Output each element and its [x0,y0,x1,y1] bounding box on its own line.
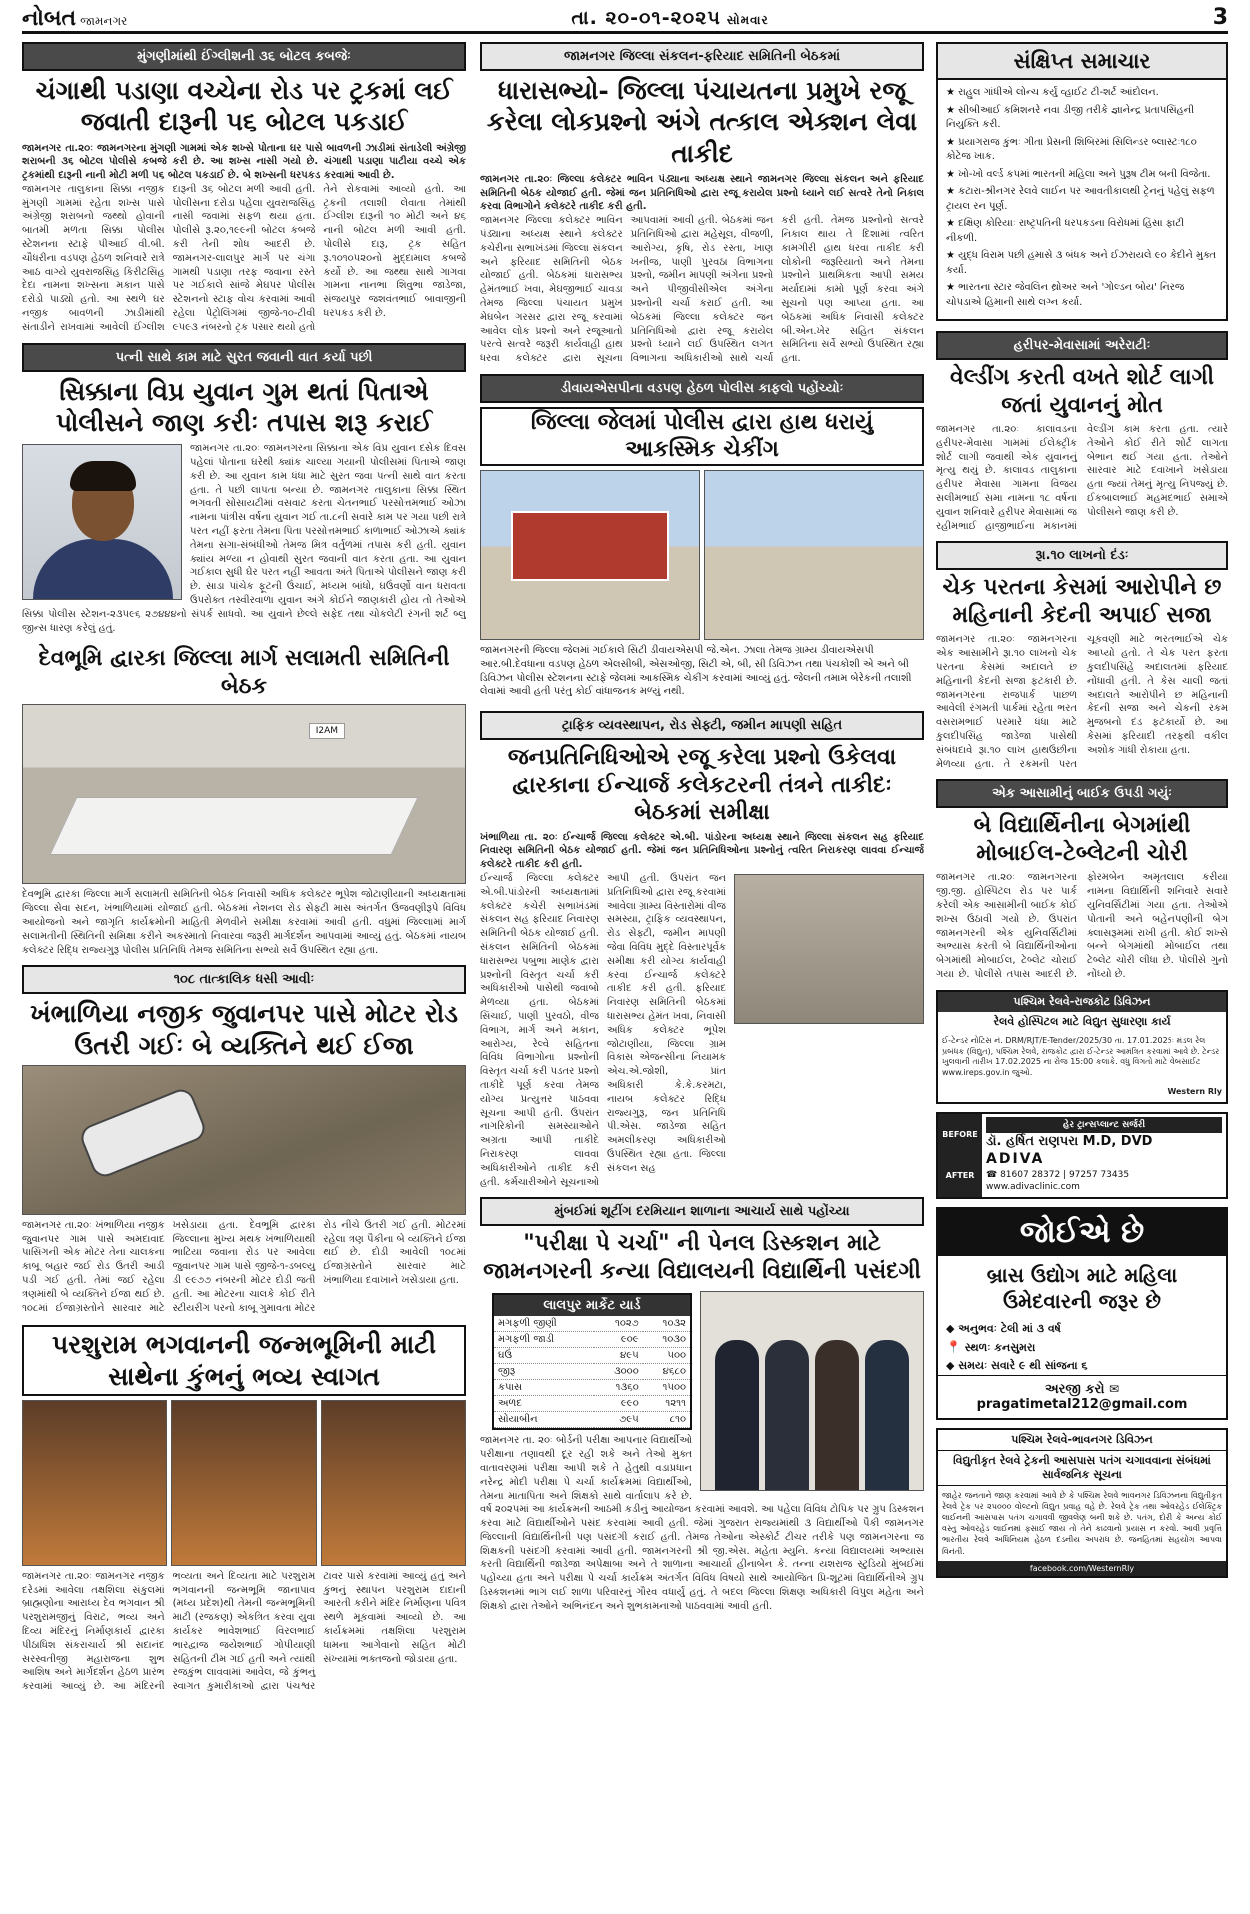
article-jail-checking [480,374,924,703]
article-body: જામનગર તા. ૨૦ઃ બોર્ડની પરીક્ષા આપનાર વિદ્યાર્થીઓ પરીક્ષાના તણાવથી દૂર રહી શકે અને તેઓ મુક્ત વાતાવરણમાં પરીક્ષા આપી શકે તે હેતુથી વડાપ્રધાન નરેન્દ્ર મોદી પરીક્ષા પે ચર્ચા કાર્યક્રમમાં વિદ્યાર્થીઓ, તેમના માતાપિતા અને શિક્ષકો સાથે વાર્તાલાપ કરે છે. વર્ષ ૨૦૨૫માં આ કાર્યક્રમની આઠમી કડીનું આયોજન કરવામાં આવશે. આ પહેલા વિવિધ ટોપિક પર ગ્રુપ ડિસ્કશન કરવા માટે વિદ્યાર્થીઓને પસંદ કરવામાં આવી હતી. જેમાં ગુજરાત રાજ્યમાંથી ૩ વિદ્યાર્થીઓ પૈકી જામનગર જિલ્લાની વિદ્યાર્થિનીની પણ પસંદગી કરાઈ હતી. તેમજ તેઓના એસ્કોર્ટ ટીચર તરીકે પણ જામનગરના જ શિક્ષકની પસંદગી કરવામાં આવી હતી. જામનગરની શ્રી જી.એસ. મહેતા મ્યુનિ. કન્યા વિદ્યાલયમાં અભ્યાસ કરતી વિદ્યાર્થિની જાડેજા અપેક્ષાબા અને તે શાળાના આચાર્યા હીનાબેન કે. તન્ના યશરાજ સ્ટુડિયો મુંબઈમાં પહોંચ્યા હતા અને પરીક્ષા પે ચર્ચા કાર્યક્રમ અંતર્ગત વિવિધ વિષયો સાથે આયોજિત પ્રિ-શૂટમાં વિદ્યાર્થિનીએ ગ્રુપ ડિસ્કશનમાં ભાગ લઈ શાળા પરિવારનું ગૌરવ વધાર્યું હતું. તે બદલ જિલ્લા શિક્ષણ અધિકારી વિપુલ મહેતા અને શિક્ષકો દ્વારા તેઓને અભિનંદન અને શુભકામનાઓ પાઠવવામાં આવી હતી. [480,1435,924,1612]
ad-title: જોઈએ છે [938,1209,1226,1256]
railway-kite-notice [936,1428,1228,1578]
article-kicker: જામનગર જિલ્લા સંકલન-ફરિયાદ સમિતિની બેઠકમાં [480,42,924,71]
article-jamnagar-sankalan [480,42,924,366]
article-kicker: મુંબઈમાં શૂટીંગ દરમિયાન શાળાના આચાર્ય સાથે પહોંચ્યા [480,1197,924,1226]
before-label: BEFORE [942,1129,978,1139]
railway-tender-ad [936,990,1228,1104]
article-kicker: રૂા.૧૦ લાખનો દંડઃ [936,541,1228,570]
market-rates-table [492,1293,692,1430]
article-headline: "પરીક્ષા પે ચર્ચા" ની પેનલ ડિસ્કશન માટે જામનગરની કન્યા વિદ્યાલયની વિદ્યાર્થિની પસંદગી [483,1230,921,1284]
ad-apply-label: અરજી કરો [1044,1381,1105,1397]
students-photo [700,1291,924,1491]
ad-body: જાહેર જનતાને જાણ કરવામાં આવે છે કે પશ્ચિમ રેલવે ભાવનગર ડિવિઝનના વિદ્યુતીકૃત રેલવે ટ્રેક પર ૨૫૦૦૦ વોલ્ટનો વિદ્યુત પ્રવાહ વહે છે. રેલવે ટ્રેક તથા ઓવરહેડ ઈલેક્ટ્રિક લાઈનની આસપાસ પતંગ ચગાવવી જીવલેણ બની શકે છે. પતંગ, દોરી કે અન્ય કોઈ વસ્તુ ઓવરહેડ લાઈનમાં ફસાઈ જાય તો તેને કાઢવાનો પ્રયાસ ન કરવો. આવી પ્રવૃત્તિ ભારતીય રેલવે અધિનિયમ હેઠળ દંડનીય અપરાધ છે. જનહિતમાં સહયોગ આપવા વિનંતી. [942,1490,1222,1556]
job-wanted-ad [936,1207,1228,1420]
doctor-name: ડૉ. હર્ષિત રાણપરા M.D, DVD [986,1133,1153,1149]
article-headline: જિલ્લા જેલમાં પોલીસ દ્વારા હાથ ધરાયું આકસ્મિક ચેકીંગ [480,407,924,466]
article-headline: પરશુરામ ભગવાનની જન્મભૂમિની માટી સાથેના કુંભનું ભવ્ય સ્વાગત [22,1325,466,1396]
article-kicker: ૧૦૮ તાત્કાલિક ધસી આવીઃ [22,965,466,994]
clinic-phone: ☎ 81607 28372 | 97257 73435 [986,1170,1130,1181]
market-title: લાલપુર માર્કેટ યાર્ડ [494,1295,690,1316]
jail-building-photo [480,470,700,640]
article-body: જામનગર તા.૨૦ઃ ખંભાળિયા નજીક જુવાનપર ગામ પાસે અમદાવાદ પાસિંગની એક મોટર તેના ચાલકના કાબૂ બહાર જઈ રોડ ઉતરી આડી પડી ગઈ હતી. તેમાં જઈ રહેલા ત્રણમાંથી બે વ્યક્તિને ઈજા થઈ છે. ૧૦૮માં ઈજાગ્રસ્તોને સારવાર માટે ખસેડાયા હતા. દેવભૂમિ દ્વારકા જિલ્લાના મુખ્ય મથક ખંભાળિયાથી ભાટિયા જવાના રોડ પર આવેલા જુવાનપર ગામ પાસે જીજે-૧-ડબલ્યુ ડી ૯૯૭૭ નંબરની મોટર દોડી જતી હતી. આ મોટરના ચાલકે કોઈ રીતે સ્ટીયરીંગ પરનો કાબૂ ગુમાવતા મોટર રોડ નીચે ઉતરી ગઈ હતી. મોટરમાં રહેલા ત્રણ પૈકીના બે વ્યક્તિને ઈજા થઈ છે. દોડી આવેલી ૧૦૮માં ઈજાગ્રસ્તોને સારવાર માટે ખંભાળિયા દવાખાને ખસેડાયા હતા. [22,1219,466,1314]
article-cheque-case [936,541,1228,771]
article-welding-death [936,331,1228,533]
article-headline: વેલ્ડીંગ કરતી વખતે શોર્ટ લાગી જતાં યુવાનનું મોત [949,364,1214,418]
ad-handle: Western Rly [1167,1086,1222,1096]
hair-transplant-ad [936,1112,1228,1199]
clinic-website: www.adivaclinic.com [986,1182,1080,1193]
article-headline: ખંભાળિયા નજીક જુવાનપર પાસે મોટર રોડ ઉતરી ગઈઃ બે વ્યક્તિને થઈ ઈજા [30,999,458,1060]
email-icon: ✉ [1109,1381,1120,1396]
kumbh-photo-2 [171,1400,316,1566]
column-middle [480,42,924,1622]
briefs-title: સંક્ષિપ્ત સમાચાર [938,44,1226,80]
after-label: AFTER [945,1171,975,1181]
brief-item: ★ ભારતના સ્ટાર જેવલિન થ્રોઅર અને 'ગોલ્ડન બોય' નિરજ ચોપડાએ હિમાની સાથે લગ્ન કર્યા. [946,281,1218,310]
article-body: ઈન્ચાર્જ જિલ્લા કલેક્ટર એ.બી.પાંડોરની અધ્યક્ષતામાં કલેક્ટર કચેરી સભાખંડમાં સંકલન સહ ફરિયાદ નિવારણ સમિતિની બેઠક યોજાઈ હતી. સંકલન સમિતિની બેઠકમાં ધારાસભ્ય પબુભા માણેક દ્વારા પ્રશ્નોની વિસ્તૃત ચર્ચા કરી અધિકારીઓ પાસેથી જવાબો મેળવ્યા હતા. બેઠકમાં સિંચાઈ, પાણી પુરવઠો, વીજ વિભાગ, માર્ગ અને મકાન, આરોગ્ય, રેલ્વે સહિતના વિવિધ વિભાગોના પ્રશ્નોની વિસ્તૃત ચર્ચા કરી પડતર પ્રશ્નો તાકીદે પૂર્ણ કરવા તેમજ યોગ્ય પ્રત્યુત્તર પાઠવવા સૂચના આપી હતી. ઉપરાંત નાગરિકોની સમસ્યાઓને અગ્રતા આપી તાકીદે નિરાકરણ લાવવા અધિકારીઓને તાકીદ કરી હતી. કર્મચારીઓને સૂચનાઓ આપી હતી. ઉપરાંત જન પ્રતિનિધિઓ દ્વારા રજૂ કરવામાં આવેલા ગ્રામ્ય વિસ્તારોમાં વીજ સમસ્યા, ટ્રાફિક વ્યવસ્થાપન, રોડ સેફ્ટી, જમીન માપણી જેવા વિવિધ મુદ્દે વિસ્તારપૂર્વક સમીક્ષા કરી યોગ્ય કાર્યવાહી કરવા ઈન્ચાર્જ કલેક્ટરે તાકીદ કરી હતી. ફરિયાદ નિવારણ સમિતિની બેઠકમાં ધારાસભ્ય હેમંત ખવા, નિવાસી અધિક કલેક્ટર ભૂપેશ જોટાણીયા, જિલ્લા ગ્રામ વિકાસ એજન્સીના નિયામક એચ.એ.જોશી, પ્રાંત અધિકારી કે.કે.કરમટા, નાયબ કલેક્ટર રિદ્ધિ રાજ્યગુરૂ, જન પ્રતિનિધિ પી.એસ. જાડેજા સહિત અમલીકરણ અધિકારીઓ ઉપસ્થિત રહ્યા હતા. જિલ્લા સંકલન સહ [480,872,726,1188]
brief-item: ★ ખો-ખો વર્લ્ડ કપમાં ભારતની મહિલા અને પુરૂષ ટીમ બની વિજેતા. [946,168,1218,183]
meeting-photo [22,704,466,884]
article-parshuram-kumbh [22,1323,466,1694]
table-row: મગફળી જાડી ૯૦૯ ૧૦૩૦ [494,1332,690,1348]
table-row: જીરૂ ૩૦૦૦ ૪૬૮૦ [494,1364,690,1380]
ad-location: સ્થળઃ કનસુમરા [964,1340,1036,1354]
article-pariksha-pe-charcha [480,1197,924,1613]
ad-experience: ◆ અનુભવઃ ટેલી માં ૩ વર્ષ [946,1321,1061,1335]
article-body: જામનગર તા.૨૦ઃ જામનગરના સિક્કાના એક વિપ્ર યુવાન દસેક દિવસ પહેલાં પોતાના ઘરેથી ક્યાંક ચાલ્યા ગયાની પોલીસમાં પિતાએ જાણ કરી છે. આ યુવાન કામ ધંધા માટે સુરત જવા પત્ની સાથે વાત કરતા હતા. તે પછી લાપતા બન્યા છે. જામનગર તાલુકાના સિક્કા સ્થિત ભગવતી સોસાયટીમાં વસવાટ કરતા ચેતનભાઈ પરસોત્તમભાઈ ઓઝા નામના પાંત્રીસ વર્ષના યુવાન ગઈ તા.૮ની સવારે કામ પર ગયા પછી રાત્રે પરત નહીં ફરતા તેમના પિતા પરસોત્તમભાઈ કાળાભાઈ ઓઝાએ ક્યાંક તેમના સગા-સંબંધીઓ તેમજ મિત્ર વર્તુળમાં તપાસ કરી હતી. યુવાન ક્યાંય મળ્યા ન હોવાથી સુરત જવાની વાત કરતા હતા. આ યુવાન ગઈકાલ સુધી ઘેર પરત નહીં આવતા અંતે પિતાએ પોલીસને જાણ કરી છે. સાડા પાંચેક ફૂટની ઉંચાઈ, મધ્યમ બાંધો, ઘઉંવર્ણો વાન ધરાવતા ઉપરોક્ત તસ્વીરવાળા યુવાન અંગે કોઈને જાણકારી હોય તો તેઓએ સિક્કા પોલીસ સ્ટેશન-૨૩૫૯૬ ૨૭૪૪૪નો સંપર્ક સાધવો. આ યુવાને છેલ્લે સફેદ તથા ચોકલેટી રંગની શર્ટ બ્લુ જીન્સ ધારણ કરેલું હતું. [22,443,466,634]
ad-title: પશ્ચિમ રેલવે-રાજકોટ ડિવિઝન [938,992,1226,1012]
ad-timing: ◆ સમયઃ સવારે ૯ થી સાંજના ૬ [946,1358,1088,1372]
location-pin-icon: 📍 [946,1339,961,1354]
brief-item: ★ દક્ષિણ કોરિયાઃ રાષ્ટ્રપતિની ધરપકડના વિરોધમાં હિંસા ફાટી નીકળી. [946,217,1218,246]
article-kicker: એક આસામીનું બાઈક ઉપડી ગયુંઃ [936,779,1228,808]
article-car-accident [22,965,466,1315]
article-headline: બે વિદ્યાર્થિનીના બેગમાંથી મોબાઈલ-ટેબ્લેટની ચોરી [973,812,1191,866]
article-body: જામનગર જિલ્લા કલેક્ટર ભાવિન પંડ્યાના અધ્યક્ષ સ્થાને કલેક્ટર કચેરીના સભાખંડમાં જિલ્લા સંકલન અને ફરિયાદ સમિતિની બેઠક યોજાઈ હતી. બેઠકમાં ધારાસભ્ય હેમંતભાઈ ખવા, મેઘજીભાઈ ચાવડા તેમજ જિલ્લા પંચાયત પ્રમુખ મેઘબેન ગરસર દ્વારા રજૂ કરવામાં આવેલ લોક પ્રશ્નો અને રજૂઆતો પરત્વે સત્વરે જરૂરી કાર્યવાહી હાથ ધરવા કલેક્ટર દ્વારા સૂચના આપવામાં આવી હતી. બેઠકમાં જન પ્રતિનિધિઓ દ્વારા મહેસૂલ, વીજળી, આરોગ્ય, કૃષિ, રોડ રસ્તા, ખાણ ખનીજ, પાણી પુરવઠા વિભાગના પ્રશ્નો, જમીન માપણી અંગેના પ્રશ્નો અને પીજીવીસીએલ અંગેના પ્રશ્નોની ચર્ચા કરાઈ હતી. આ બેઠકમાં જિલ્લા કલેક્ટર જન પ્રતિનિધિઓ દ્વારા રજૂ કરાયેલ પ્રશ્નો ધ્યાને લઈ ઉપસ્થિત લગત વિભાગના અધિકારીઓ સાથે ચર્ચા કરી હતી. તેમજ પ્રશ્નોનો સત્વરે નિકાલ થાય તે દિશામાં ત્વરિત કામગીરી હાથ ધરવા તાકીદ કરી લોકોની જરૂરિયાતો અને તેમના પ્રશ્નોને પ્રાથમિકતા આપી સમય મર્યાદામાં કામો પૂર્ણ કરવા અંગે સૂચનો પણ આપ્યા હતા. આ બેઠકમાં અધિક નિવાસી કલેક્ટર બી.એન.ખેર સહિત સંકલન સમિતિના સર્વે સભ્યો ઉપસ્થિત રહ્યા હતા. [480,215,924,365]
ad-email: pragatimetal212@gmail.com [976,1396,1188,1412]
issue-date: તા. ૨૦-૦૧-૨૦૨૫ સોમવાર [571,6,769,29]
dwarka-meeting-photo [734,874,924,1024]
article-lead: ખંભાળિયા તા. ૨૦ઃ ઈન્ચાર્જ જિલ્લા કલેક્ટર એ.બી. પાંડોરના અધ્યક્ષ સ્થાને જિલ્લા સંકલન સહ ફરિયાદ નિવારણ સમિતિની બેઠક યોજાઈ હતી. જેમાં જન પ્રતિનિધિઓના પ્રશ્નોનું ત્વરિત નિરાકરણ લાવવા ઈન્ચાર્જ કલેક્ટરે તાકીદ કરી હતી. [480,831,924,871]
article-road-safety-meeting [22,643,466,957]
ad-footer: facebook.com/WesternRly [938,1561,1226,1576]
ad-title: પશ્ચિમ રેલવે-ભાવનગર ડિવિઝન [938,1430,1226,1451]
brief-item: ★ રાહુલ ગાંધીએ લોન્ચ કર્યું વ્હાઈટ ટી-શર્ટ આંદોલન. [946,86,1218,101]
brief-item: ★ સીબીઆઈ કમિશનરે નવા ડીજી તરીકે જ્ઞાનેન્દ્ર પ્રતાપસિંહની નિયુક્તિ કરી. [946,104,1218,133]
masthead [22,4,1228,34]
brief-item: ★ કટારા-શ્રીનગર રેલવે લાઈન પર આવતીકાલથી ટ્રેનનું પહેલું સફળ ટ્રાયલ રન પૂર્ણ. [946,185,1218,214]
article-kicker: પત્ની સાથે કામ માટે સુરત જવાની વાત કર્યા પછી [22,343,466,372]
kumbh-photo-1 [22,1400,167,1566]
meeting-banner: I2AM [309,723,345,739]
table-row: સોયાબીન ૭૯૫ ૮૧૦ [494,1412,690,1428]
article-body: જામનગર તા.૨૦ઃ કાલાવડના હરીપર-મેવાસા ગામમાં ઈલેક્ટ્રીક શોર્ટ લાગી જવાથી એક યુવાનનું મૃત્યુ થયું છે. કાલાવડ તાલુકાના હરીપર મેવાસા ગામના વિજય સલીમભાઈ સમા નામના ૧૮ વર્ષના યુવાન શનિવારે હરીપર મેવાસામાં જ રહીમભાઈ હાજીભાઈના મકાનમાં વેલ્ડીંગ કામ કરતા હતા. ત્યારે તેઓને કોઈ રીતે શોર્ટ લાગતા બેભાન થઈ ગયા હતા. તેઓને સારવાર માટે દવાખાને ખસેડાયા હતા જ્યાં તેમનું મૃત્યુ નિપજ્યું છે. ઈકબાલભાઈ મહમદભાઈ સમાએ પોલીસને જાણ કરી છે. [936,424,1228,532]
article-headline: સિક્કાના વિપ્ર યુવાન ગુમ થતાં પિતાએ પોલીસને જાણ કરીઃ તપાસ શરૂ કરાઈ [55,376,433,437]
ad-title: હેર ટ્રાન્સપ્લાન્ટ સર્જરી [986,1117,1222,1133]
clinic-logo: ADIVA [986,1151,1045,1168]
table-row: મગફળી જીણી ૧૦૨૭ ૧૦૩૨ [494,1316,690,1332]
brief-item: ★ પ્રયાગરાજ કુંભઃ ગીતા પ્રેસની શિબિરમાં સિલિન્ડર બ્લાસ્ટઃ૧૮૦ કોટેજ ખાક. [946,136,1218,165]
missing-person-photo [22,444,182,600]
article-kicker: ડીવાયએસપીના વડપણ હેઠળ પોલીસ કાફલો પહોંચ્યોઃ [480,374,924,403]
article-liquor-seized [22,42,466,335]
article-missing-youth [22,343,466,636]
article-headline: દેવભૂમિ દ્વારકા જિલ્લા માર્ગ સલામતી સમિતિની બેઠક [38,645,450,699]
article-mobile-theft [936,779,1228,981]
table-row: ઘઉં ૪૯૫ ૫૦૦ [494,1348,690,1364]
ad-body: ઈ-ટેન્ડર નોટિસ નં. DRM/RJT/E-Tender/2025/30 તા. 17.01.2025ઃ મંડલ રેલ પ્રબંધક (વિદ્યુત), પશ્ચિમ રેલવે, રાજકોટ દ્વારા ઈ-ટેન્ડર આમંત્રિત કરવામાં આવે છે. ટેન્ડર ખુલવાની તારીખ 17.02.2025 ના રોજ 15:00 કલાકે. વધુ વિગતો માટે વેબસાઈટ www.ireps.gov.in જુઓ. [942,1035,1220,1078]
table-row: કપાસ ૧૩૬૦ ૧૫૦૦ [494,1380,690,1396]
police-vehicles-photo [704,470,924,640]
article-kicker: હરીપર-મેવાસામાં અરેરાટીઃ [936,331,1228,360]
article-headline: ચેક પરતના કેસમાં આરોપીને છ મહિનાની કેદની અપાઈ સજા [942,574,1222,628]
ad-headline: બ્રાસ ઉદ્યોગ માટે મહિલા ઉમેદવારની જરૂર છે [986,1262,1178,1313]
kumbh-photo-3 [321,1400,466,1566]
ad-subtitle: રેલવે હોસ્પિટલ માટે વિદ્યુત સુધારણા કાર્ય [938,1012,1226,1032]
photo-caption: જામનગરની જિલ્લા જેલમાં ગઈકાલે સિટી ડીવાયએસપી જે.એન. ઝાલા તેમજ ગ્રામ્ય ડીવાયએસપી આર.બી.દેવધાના વડપણ હેઠળ એલસીબી, એસઓજી, સિટી એ, બી, સી ડિવિઝન તથા પંચકોશી એ અને બી ડિવિઝન પોલીસ સ્ટેશનના સ્ટાફે જેલમાં આકસ્મિક ચેકીંગ કરવામાં આવ્યું હતું. જેલની તમામ બેરેકની તલાશી લેવામાં આવી હતી પરંતુ કોઈ વાંધાજનક મળ્યું નથી. [480,644,912,698]
article-body: જામનગર તાલુકાના સિક્કા નજીક મુંગણી ગામમાં રહેતા શખ્સ પાસે અંગ્રેજી શરાબનો જથ્થો હોવાની બાતમી મળતા સિક્કા પોલીસ સ્ટેશનના સ્ટાફે પીઆઈ વી.બી. ચૌધરીના વડપણ હેઠળ શનિવારે રાત્રે આઠ વાગ્યે યુવરાજસિંહ કિરીટસિંહ દેદા નામના શખ્સના મકાન પાસે દરોડો પાડ્યો હતો. આ સ્થળે ઘર નજીક બાવળની ઝાડીમાંથી સંતાડીને રાખવામાં આવેલી ઈંગ્લીશ દારૂની ૩૬ બોટલ મળી આવી હતી. પોલીસના દરોડા પહેલા યુવરાજસિંહ નાસી જવામાં સફળ થયા હતા. પોલીસે રૂ.૨૦,૧૯૯ની બોટલ કબજે કરી તેની શોધ આદરી છે. જામનગર-લાલપુર માર્ગ પર ચંગા ગામથી પડાણા તરફ જવાના રસ્તે પર ગઈકાલે સાંજે મેઘપર પોલીસ સ્ટેશનનો સ્ટાફ વોચ કરવામાં આવી રહેલા પેટ્રોલિંગમાં જીજે-૧૦-ટીવી ૯૫૯૩ નંબરનો ટ્રક પસાર થયો હતો તેને રોકવામાં આવ્યો હતો. આ ટ્રકની તલાશી લેવાતા તેમાંથી ઈંગ્લીશ દારૂની ૧૦ મોટી અને ૪૬ નાની બોટલ મળી આવી હતી. પોલીસે દારૂ, ટ્રક સહિત રૂ.૧૦૧૦૫૨૦નો મુદ્દામાલ કબજે કર્યો છે. આ જથ્થા સાથે ગાગવા ગામના નાનભા શિવુભા જાડેજા, સંજયપુર જશવંતભાઈ બાવાજીની ધરપકડ કરી છે. [22,183,466,333]
article-lead: જામનગર તા.૨૦ઃ જિલ્લા કલેક્ટર ભાવિન પંડ્યાના અધ્યક્ષ સ્થાને જામનગર જિલ્લા સંકલન અને ફરિયાદ સમિતિની બેઠક યોજાઈ હતી. જેમાં જન પ્રતિનિધિઓ દ્વારા રજૂ કરાયેલ પ્રશ્નો ધ્યાને લઈ સત્વરે તેનો નિકાલ કરવા વિભાગોને કલેક્ટરે તાકીદ કરી હતી. [480,173,924,213]
ad-subtitle: વિદ્યુતીકૃત રેલવે ટ્રેકની આસપાસ પતંગ ચગાવવાના સંબંધમાં સાર્વજનિક સૂચના [938,1451,1226,1486]
article-kicker: મુંગણીમાંથી ઈંગ્લીશની ૩૬ બોટલ કબજેઃ [22,42,466,71]
kumbh-photos [22,1400,466,1566]
article-headline: જનપ્રતિનિધિઓએ રજૂ કરેલા પ્રશ્નો ઉકેલવા દ્વારકાના ઈન્ચાર્જ કલેકટરની તંત્રને તાકીદઃ બેઠકમાં સમીક્ષા [507,744,897,826]
jail-photos [480,470,924,640]
article-dwarka-sankalan [480,711,924,1189]
article-body: જામનગર તા.૨૦ઃ જામનગરના જી.જી. હોસ્પિટલ રોડ પર પાર્ક કરેલી એક આસામીની બાઈક કોઈ શખ્સ ઉઠાવી ગયો છે. ઉપરાંત જામનગરની એક યુનિવર્સિટીમાં અભ્યાસ કરતી બે વિદ્યાર્થિનીઓના બેગમાંથી મોબાઈલ, ટેબ્લેટ ચોરાઈ ગયા છે. પોલીસે તપાસ આદરી છે. ફોરમબેન અમૃતલાલ કરીયા નામના વિદ્યાર્થિની શનિવારે સવારે યુનિવર્સિટીમાં ગયા હતા. તેઓએ પોતાની અને બહેનપણીની બેગ ક્લાસરૂમમાં રાખી હતી. કોઈ શખ્સે બન્ને બેગમાંથી મોબાઈલ તથા ટેબ્લેટ ચોરી લીધા છે. પોલીસે ગુનો નોંધ્યો છે. [936,872,1228,980]
table-row: અળદ ૯૯૦ ૧૨૧૧ [494,1396,690,1412]
column-right [936,42,1228,1586]
newspaper-logo: નોબત જામનગર [22,4,128,31]
accident-photo [22,1065,466,1215]
column-left [22,42,466,1702]
article-body: જામનગર તા.૨૦ઃ જામનગર નજીક દરેડમાં આવેલા તક્ષશિલા સંકુલમાં બ્રાહ્મણોના આરાધ્ય દેવ ભગવાન શ્રી પરશુરામજીનું વિરાટ, ભવ્ય અને દિવ્ય મંદિરનું નિર્માણકાર્ય દ્વારકા પીઠાધિશ સંકરાચાર્ય શ્રી સદાનંદ સરસ્વતીજી મહારાજના શુભ આશિષ અને માર્ગદર્શન હેઠળ પ્રારંભ કરવામાં આવ્યું છે. આ મંદિરની ભવ્યતા અને દિવ્યતા માટે પરશુરામ ભગવાનની જન્મભૂમિ જાનાપાવ (મધ્ય પ્રદેશ)થી તેમની જન્મભૂમિની માટી (રજકણ) એકત્રિત કરવા યુવા કાર્યકર ભાવેશભાઈ વિરલભાઈ ભારદ્વાજ જયેશભાઈ ગોપીયાણી સહિતની ટીમ ગઈ હતી અને ત્યાંથી રજકુંભ લાવવામાં આવેલ, જે કુંભનું સ્વાગત કુમારીકાઓ દ્વારા પંચશ્વર ટાવર પાસે કરવામાં આવ્યું હતું અને કુંભનું સ્થાપન પરશુરામ દાદાની આરતી કરીને મંદિર નિર્માણના પવિત્ર સ્થળે મૂકવામાં આવ્યો છે. આ કાર્યક્રમમાં તક્ષશિલા પરશુરામ ધામના આગેવાનો સહિત મોટી સંખ્યામાં ભક્તજનો જોડાયા હતા. [22,1570,466,1693]
article-headline: ચંગાથી પડાણા વચ્ચેના રોડ પર ટ્રકમાં લઈ જવાતી દારૂની ૫૬ બોટલ પકડાઈ [35,76,453,137]
brief-item: ★ યુદ્ધ વિરામ પછી હમાસે ૩ બંધક અને ઈઝરાયલે ૯૦ કેદીને મુક્ત કર્યા. [946,249,1218,278]
article-body: જામનગર તા.૨૦ઃ જામનગરના એક આસામીને રૂા.૧૦ લાખનો ચેક પરતના કેસમાં અદાલતે છ મહિનાની કેદની સજા ફટકારી છે. જામનગરના રાજપાર્ક પાછળ આવેલી રંગમતી પાર્કમાં રહેતા ભરત વસરામભાઈ પરમારે ધંધા માટે કુલદીપસિંહ જાડેજા પાસેથી સંબંધદાવે રૂા.૧૦ લાખ હાથઉછીના મેળવ્યા હતા. તે રકમની પરત ચૂકવણી માટે ભરતભાઈએ ચેક આપ્યો હતો. તે ચેક પરત ફરતા કુલદીપસિંહે અદાલતમાં ફરિયાદ નોંધાવી હતી. તે કેસ ચાલી જતાં અદાલતે આરોપીને છ મહિનાની કેદની સજા અને ચેકની રકમ મુજબનો દંડ ફટકાર્યો છે. આ કેસમાં ફરિયાદી તરફથી વકીલ અશોક ગાંધી રોકાયા હતા. [936,634,1228,770]
news-briefs [936,42,1228,321]
page-number: 3 [1212,5,1228,30]
article-body: દેવભૂમિ દ્વારકા જિલ્લા માર્ગ સલામતી સમિતિની બેઠક નિવાસી અધિક કલેક્ટર ભૂપેશ જોટાણીયાની અધ્યક્ષતામાં જિલ્લા સેવા સદન, ખંભાળિયામાં યોજાઈ હતી. બેઠકમાં નેશનલ રોડ સેફ્ટી માસ અંતર્ગત ઉજવણીરૂપે વિવિધ આયોજનો અને જાગૃતિ કાર્યક્રમોની માહિતી મેળવીને સમીક્ષા કરવામાં આવી હતી. વધુમાં જિલ્લામાં માર્ગ સલામતીની સ્થિતિની સમિક્ષા કરીને અકસ્માતો નિવારવા જરૂરી માર્ગદર્શન આપવામાં આવ્યું હતું. બેઠકમાં નાયબ કલેક્ટર રિદ્ધિ રાજ્યગુરૂ પોલીસ પ્રતિનિધિ તેમજ સમિતિના સભ્યો સર્વે ઉપસ્થિત રહ્યા હતા. [22,889,466,956]
article-lead: જામનગર તા.૨૦ઃ જામનગરના મુંગણી ગામમાં એક શખ્સે પોતાના ઘર પાસે બાવળની ઝાડીમાં સંતાડેલી અંગ્રેજી શરાબની ૩૬ બોટલ પોલીસે કબજે કરી છે. આ શખ્સ નાસી ગયો છે. ચંગાથી પડાણા પાટીયા વચ્ચે એક ટ્રકમાંથી દારૂની નાની મોટી મળી ૫૬ બોટલ પકડાઈ છે. બે શખ્સની ધરપકડ કરવામાં આવી છે. [22,142,466,182]
article-kicker: ટ્રાફિક વ્યવસ્થાપન, રોડ સેફ્ટી, જમીન માપણી સહિત [480,711,924,740]
article-headline: ધારાસભ્યો- જિલ્લા પંચાયતના પ્રમુખે રજૂ કરેલા લોકપ્રશ્નો અંગે તત્કાલ એક્શન લેવા તાકીદ [486,76,918,168]
